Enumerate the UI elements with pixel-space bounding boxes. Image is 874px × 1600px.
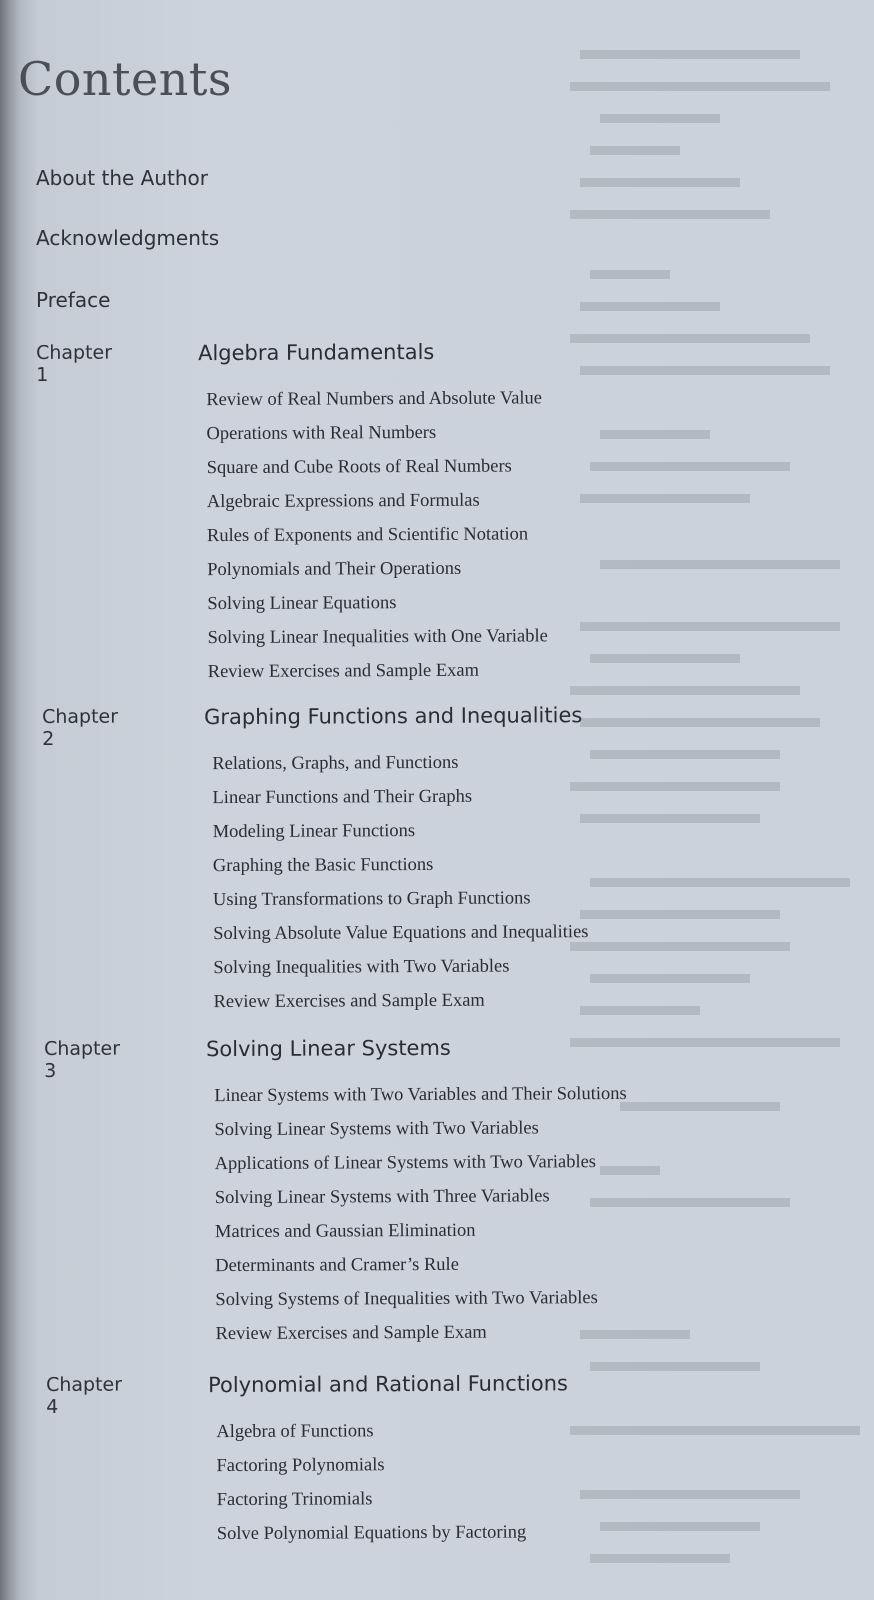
section-list <box>214 1077 628 1351</box>
section-entry[interactable]: Solving Systems of Inequalities with Two Variables <box>215 1288 598 1311</box>
section-entry[interactable]: Solving Absolute Value Equations and Inequalities <box>213 922 589 945</box>
section-entry[interactable]: Operations with Real Numbers <box>206 422 437 445</box>
page-title: Contents <box>18 52 232 106</box>
section-entry[interactable]: Using Transformations to Graph Functions <box>212 888 531 911</box>
chapter-title[interactable]: Polynomial and Rational Functions <box>207 1371 569 1398</box>
section-entry[interactable]: Algebra of Functions <box>216 1421 374 1443</box>
chapter-title[interactable]: Algebra Fundamentals <box>197 339 435 366</box>
front-matter-acknowledgments[interactable]: Acknowledgments <box>36 226 220 250</box>
section-entry[interactable]: Rules of Exponents and Scientific Notation <box>206 524 529 547</box>
section-entry[interactable]: Review Exercises and Sample Exam <box>207 660 480 683</box>
section-entry[interactable]: Review of Real Numbers and Absolute Value <box>206 388 543 411</box>
section-entry[interactable]: Solving Linear Systems with Two Variables <box>214 1118 539 1141</box>
section-entry[interactable]: Determinants and Cramer’s Rule <box>215 1254 459 1277</box>
chapter-title[interactable]: Graphing Functions and Inequalities <box>203 703 583 730</box>
section-entry[interactable]: Solving Linear Inequalities with One Variable <box>207 626 548 649</box>
section-list <box>206 381 548 689</box>
section-entry[interactable]: Linear Systems with Two Variables and Their Solutions <box>214 1083 627 1107</box>
section-list <box>216 1413 526 1551</box>
section-entry[interactable]: Linear Functions and Their Graphs <box>212 786 473 809</box>
section-entry[interactable]: Modeling Linear Functions <box>212 821 416 843</box>
section-entry[interactable]: Solving Linear Equations <box>207 593 397 615</box>
chapter-label: Chapter 3 <box>44 1037 121 1082</box>
chapter-label: Chapter 2 <box>42 705 119 750</box>
section-entry[interactable]: Solving Inequalities with Two Variables <box>213 956 510 979</box>
chapter-title[interactable]: Solving Linear Systems <box>205 1035 451 1062</box>
section-entry[interactable]: Review Exercises and Sample Exam <box>213 990 485 1013</box>
section-list <box>212 745 589 1019</box>
section-entry[interactable]: Relations, Graphs, and Functions <box>212 752 459 775</box>
section-entry[interactable]: Algebraic Expressions and Formulas <box>206 490 480 513</box>
section-entry[interactable]: Factoring Trinomials <box>216 1489 373 1511</box>
front-matter-preface[interactable]: Preface <box>36 288 111 312</box>
chapter-label: Chapter 1 <box>36 341 113 386</box>
section-entry[interactable]: Graphing the Basic Functions <box>212 854 434 877</box>
section-entry[interactable]: Square and Cube Roots of Real Numbers <box>206 456 512 479</box>
front-matter-about-the-author[interactable]: About the Author <box>36 166 209 190</box>
section-entry[interactable]: Polynomials and Their Operations <box>207 558 462 581</box>
section-entry[interactable]: Solve Polynomial Equations by Factoring <box>216 1522 527 1545</box>
section-entry[interactable]: Factoring Polynomials <box>216 1455 385 1477</box>
section-entry[interactable]: Applications of Linear Systems with Two Variables <box>214 1152 597 1175</box>
chapter-label: Chapter 4 <box>46 1373 123 1418</box>
section-entry[interactable]: Review Exercises and Sample Exam <box>215 1322 487 1345</box>
section-entry[interactable]: Solving Linear Systems with Three Variables <box>214 1186 550 1209</box>
section-entry[interactable]: Matrices and Gaussian Elimination <box>214 1220 476 1243</box>
